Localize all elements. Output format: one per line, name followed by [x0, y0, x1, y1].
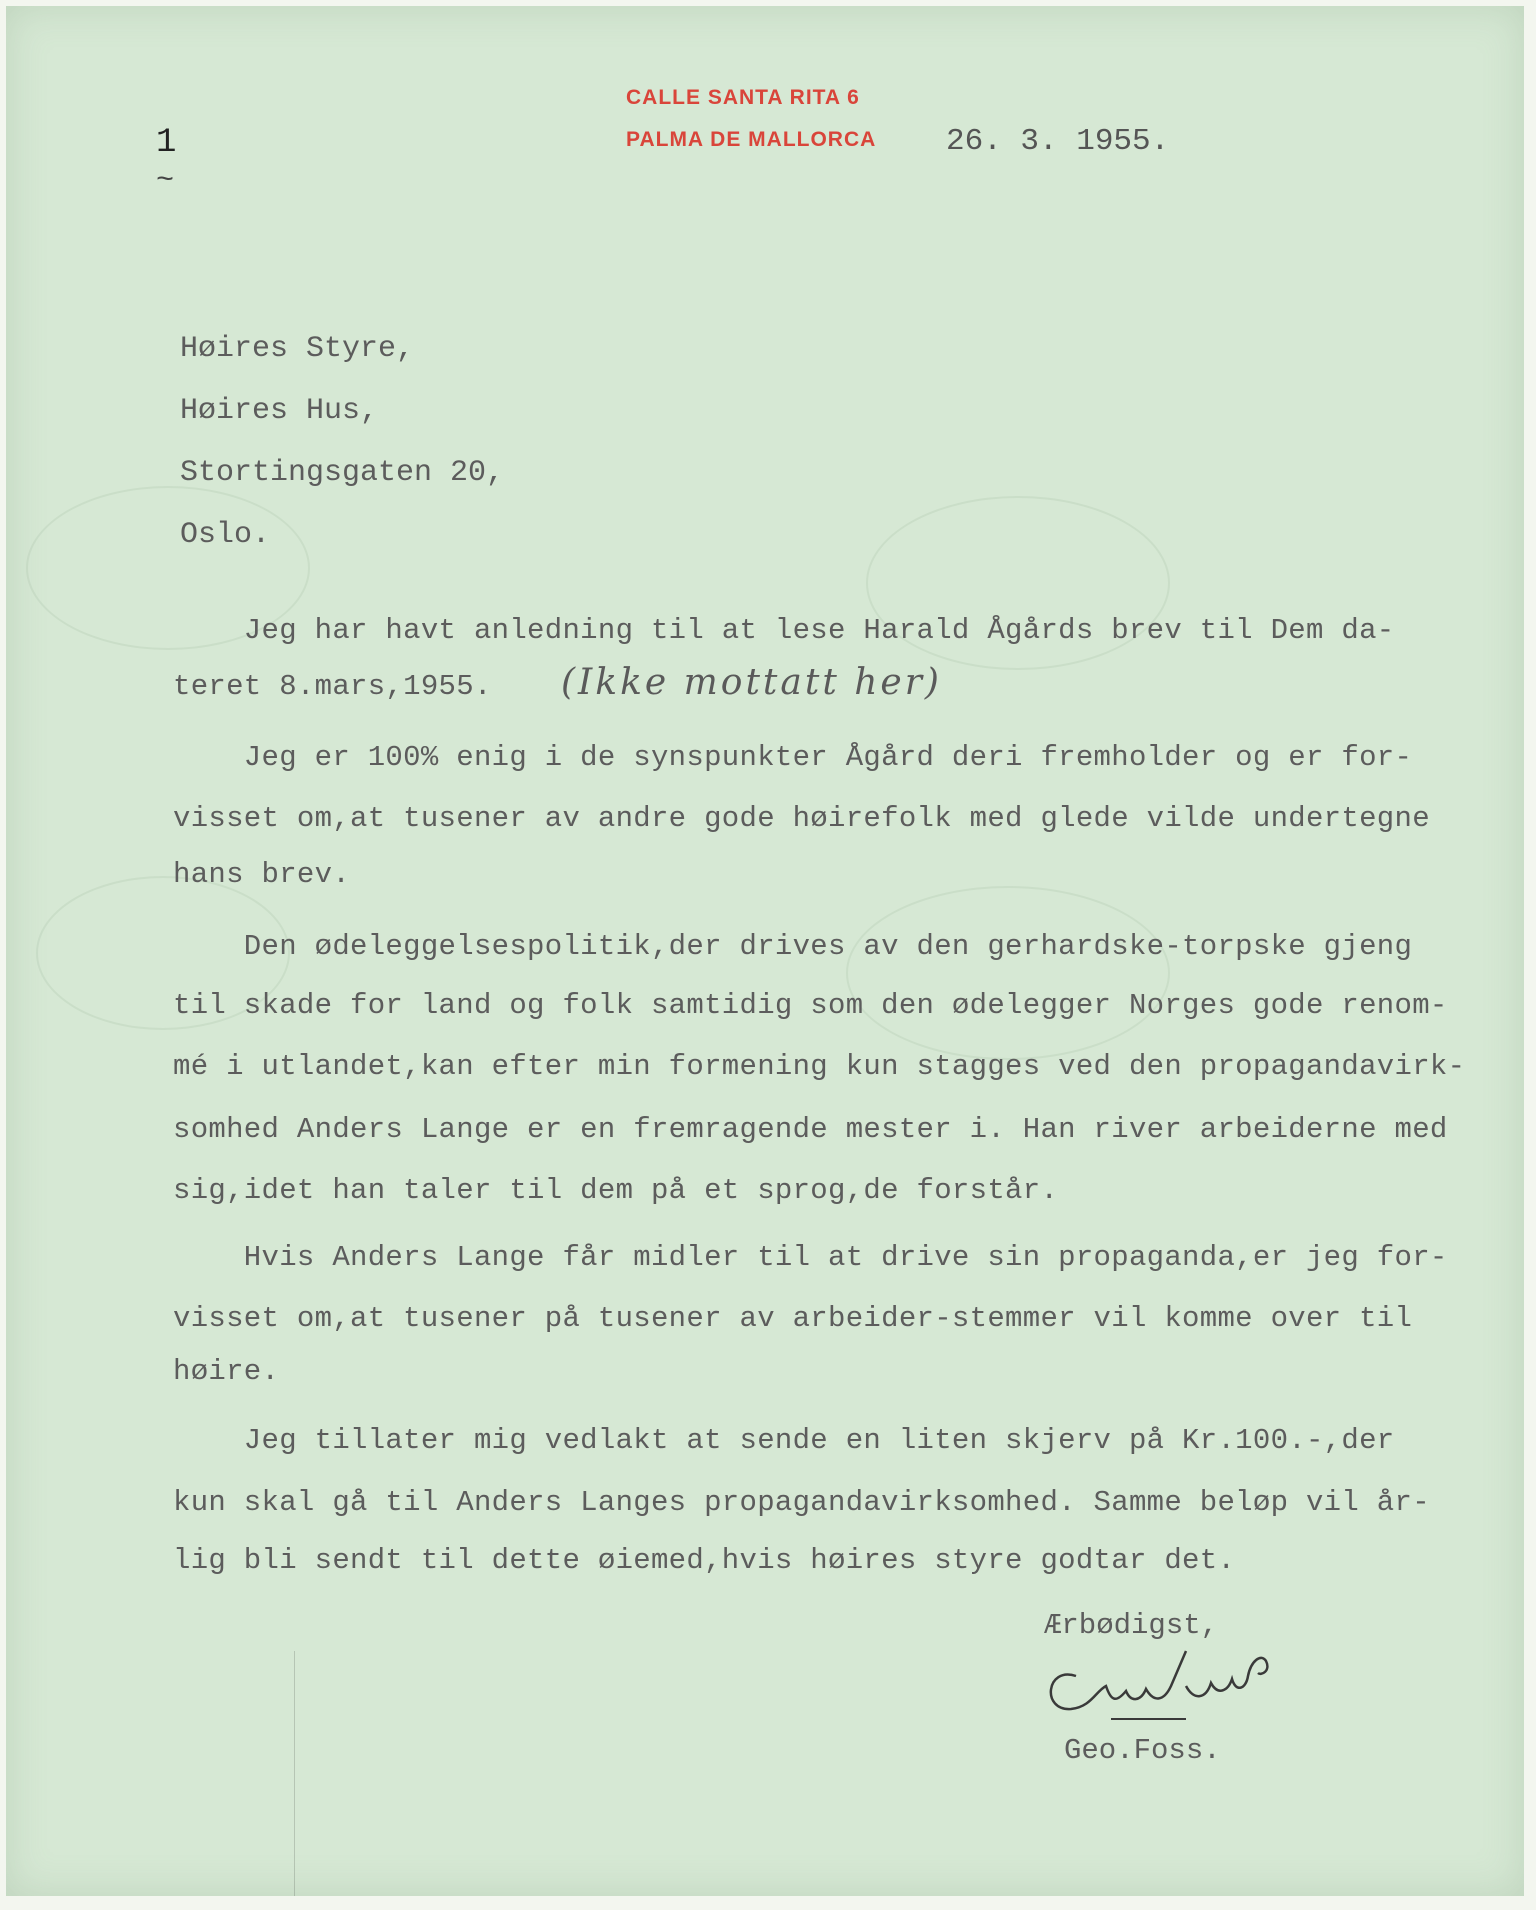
watermark — [846, 886, 1170, 1060]
body-line: høire. — [173, 1355, 280, 1388]
address-line: Oslo. — [180, 518, 271, 552]
body-line: kun skal gå til Anders Langes propagandavirksomhed. Samme beløp vil år- — [173, 1486, 1430, 1519]
body-line: Den ødeleggelsespolitik,der drives av den gerhardske-torpske gjeng — [173, 930, 1413, 963]
letterhead-city: PALMA DE MALLORCA — [626, 128, 877, 151]
letter-sheet — [6, 6, 1524, 1896]
handwritten-note: (Ikke mottatt her) — [561, 662, 942, 703]
fold-line — [294, 1651, 295, 1896]
margin-mark: ~ — [156, 164, 175, 198]
body-line: teret 8.mars,1955. — [173, 670, 492, 703]
letterhead-street: CALLE SANTA RITA 6 — [626, 86, 860, 109]
address-line: Høires Hus, — [180, 394, 379, 428]
body-line: lig bli sendt til dette øiemed,hvis høires styre godtar det. — [173, 1544, 1236, 1577]
signature — [1036, 1631, 1286, 1731]
letter-date: 26. 3. 1955. — [946, 124, 1170, 159]
body-line: hans brev. — [173, 858, 351, 891]
body-line: Hvis Anders Lange får midler til at drive sin propaganda,er jeg for- — [173, 1241, 1448, 1274]
body-line: visset om,at tusener av andre gode høirefolk med glede vilde undertegne — [173, 802, 1430, 835]
body-line: Jeg er 100% enig i de synspunkter Ågård deri fremholder og er for- — [173, 741, 1413, 774]
body-line: Jeg har havt anledning til at lese Harald Ågårds brev til Dem da- — [173, 614, 1395, 647]
body-line: somhed Anders Lange er en fremragende mester i. Han river arbeiderne med — [173, 1113, 1448, 1146]
body-line: sig,idet han taler til dem på et sprog,de forstår. — [173, 1174, 1059, 1207]
body-line: til skade for land og folk samtidig som den ødelegger Norges gode renom- — [173, 989, 1448, 1022]
body-line: mé i utlandet,kan efter min formening kun stagges ved den propagandavirk- — [173, 1050, 1466, 1083]
closing: Ærbødigst, — [1044, 1609, 1219, 1642]
signature-name: Geo.Foss. — [1064, 1734, 1221, 1767]
address-line: Stortingsgaten 20, — [180, 456, 505, 490]
body-line: visset om,at tusener på tusener av arbeider-stemmer vil komme over til — [173, 1302, 1413, 1335]
margin-mark: 1 — [156, 124, 177, 162]
address-line: Høires Styre, — [180, 332, 415, 366]
body-line: Jeg tillater mig vedlakt at sende en liten skjerv på Kr.100.-,der — [173, 1424, 1395, 1457]
